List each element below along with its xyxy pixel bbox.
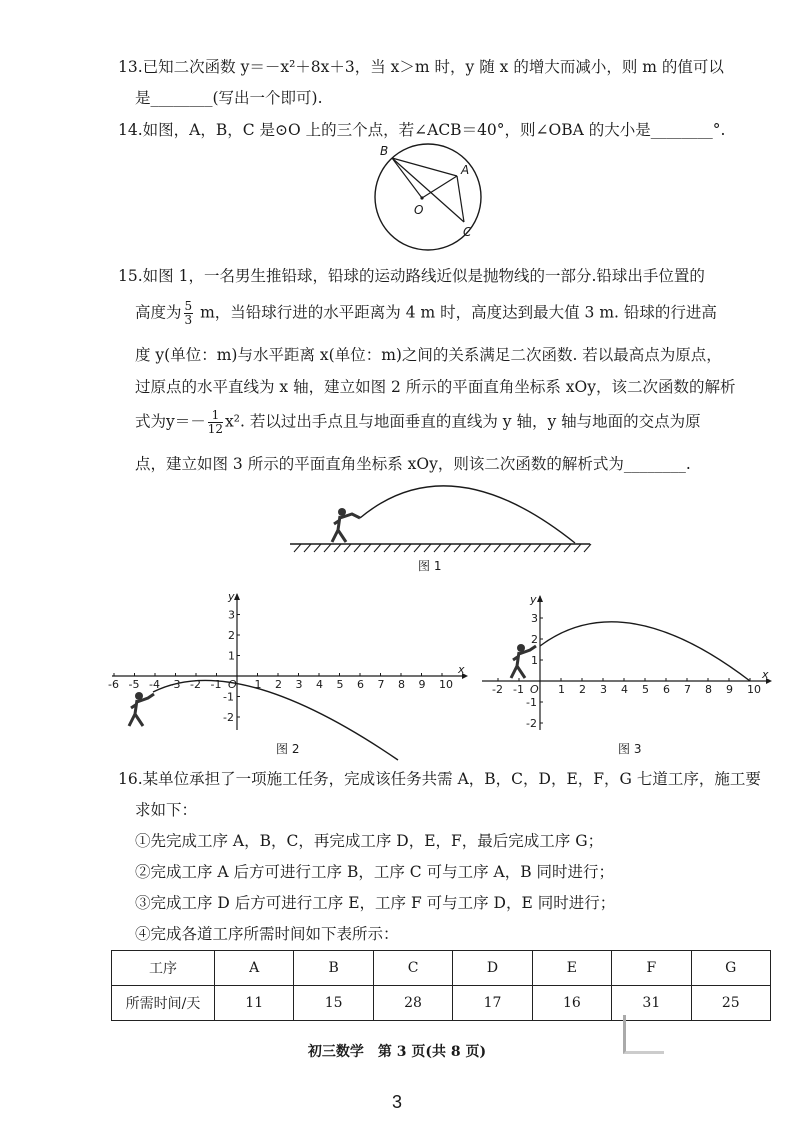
fig2-x-tick-label: -4 [149, 678, 160, 691]
athlete-icon [129, 692, 154, 726]
point-c-label: C [463, 225, 472, 239]
fig3-x-tick-label: 7 [684, 683, 691, 696]
fig3-x-tick-label: 3 [600, 683, 607, 696]
q16-item-2: ②完成工序 A 后方可进行工序 B，工序 C 可与工序 A，B 同时进行； [135, 863, 615, 881]
fig3-y-tick-label: -2 [526, 717, 537, 730]
table-cell: 17 [453, 986, 532, 1021]
fig2-y-tick-label: -1 [223, 690, 234, 704]
fig2-x-tick-label: -5 [128, 678, 140, 691]
table-row [112, 951, 771, 986]
page-footer: 初三数学 第 3 页(共 8 页) [307, 1044, 487, 1060]
figure-1-caption: 图 1 [418, 559, 442, 573]
q15-line-5: 式为y＝－ $\frac{1}{12}$ x². 若以过出手点且与地面垂直的直线为 y 轴，y 轴与地面的交点为原 [135, 408, 701, 436]
fig2-x-tick-label: 10 [439, 678, 453, 691]
athlete-icon [332, 508, 360, 542]
table-cell: E [532, 951, 611, 986]
fig3-y-tick-label: 3 [531, 612, 538, 625]
q15-line-1: 15.如图 1，一名男生推铅球，铅球的运动路线近似是抛物线的一部分.铅球出手位置的 [118, 267, 705, 285]
fig2-y-tick-label: 2 [228, 629, 235, 642]
point-b-label: B [380, 144, 389, 158]
fig2-x-tick-label: 1 [254, 678, 262, 691]
process-time-table [111, 950, 771, 1021]
fig2-x-tick-label: 5 [336, 678, 344, 691]
fig2-x-tick-label: 6 [357, 678, 364, 691]
q14-line-1: 14.如图，A，B，C 是⊙O 上的三个点，若∠ACB＝40°，则∠OBA 的大小是________°. [118, 121, 726, 139]
fig3-x-tick-label: -1 [513, 683, 524, 696]
q14-circle-figure [360, 143, 510, 255]
fig2-y-tick-label: -2 [223, 711, 234, 724]
q13-line-2: 是________(写出一个即可). [135, 89, 323, 107]
table-cell: G [691, 951, 770, 986]
fig2-x-tick-label: -3 [169, 678, 181, 691]
q16-item-1: ①先完成工序 A，B，C，再完成工序 D，E，F，最后完成工序 G； [135, 832, 604, 850]
q15-line-2: 高度为 $\frac{5}{3}$ m，当铅球行进的水平距离为 4 m 时，高度达到最大值 3 m. 铅球的行进高 [135, 299, 717, 327]
q16-item-3: ③完成工序 D 后方可进行工序 E，工序 F 可与工序 D，E 同时进行； [135, 894, 616, 912]
fig3-y-tick-label: 1 [531, 654, 538, 667]
table-cell: B [294, 951, 373, 986]
point-o-label: O [414, 203, 424, 217]
fig2-x-tick-label: 2 [275, 678, 282, 691]
table-cell: 25 [691, 986, 770, 1021]
fig3-x-tick-label: 2 [579, 683, 586, 696]
fig2-x-tick-label: 9 [418, 678, 426, 691]
table-cell: 11 [215, 986, 294, 1021]
q15-line-6: 点，建立如图 3 所示的平面直角坐标系 xOy，则该二次函数的解析式为________. [135, 455, 691, 473]
fig2-x-tick-label: 3 [295, 678, 303, 691]
fig2-x-tick-label: -2 [190, 678, 201, 691]
table-cell: C [373, 951, 452, 986]
fig3-x-tick-label: 10 [747, 683, 761, 696]
fig2-origin-label: O [228, 678, 237, 691]
table-cell: 28 [373, 986, 452, 1021]
fig3-x-tick-label: -2 [492, 683, 503, 696]
q16-item-4: ④完成各道工序所需时间如下表所示： [135, 925, 399, 943]
fig3-y-tick-label: 2 [531, 633, 538, 646]
figure-1-shot-put [290, 478, 600, 578]
fig3-x-tick-label: 8 [705, 683, 712, 696]
table-cell: 16 [532, 986, 611, 1021]
fraction-5-3: $\frac{5}{3}$ [184, 299, 193, 327]
table-cell: F [612, 951, 691, 986]
fig3-y-tick-label: -1 [526, 696, 537, 709]
table-cell: 31 [612, 986, 691, 1021]
table-cell: 所需时间/天 [112, 986, 215, 1021]
fig3-x-tick-label: 5 [642, 683, 649, 696]
figure-2-caption: 图 2 [276, 742, 300, 756]
figure-3-coordinate-plane [478, 590, 778, 765]
fig3-x-tick-label: 1 [558, 683, 565, 696]
fig3-origin-label: O [530, 683, 539, 696]
fig2-y-axis-label: y [228, 590, 235, 603]
fraction-1-12: $\frac{1}{12}$ [207, 408, 224, 436]
fig2-x-tick-label: 8 [398, 678, 405, 691]
q15-line-4: 过原点的水平直线为 x 轴，建立如图 2 所示的平面直角坐标系 xOy，该二次函数的解析 [135, 378, 736, 396]
fig3-y-axis-label: y [530, 593, 537, 606]
fig3-x-tick-label: 9 [726, 683, 733, 696]
q16-line-1: 16.某单位承担了一项施工任务，完成该任务共需 A，B，C，D，E，F，G 七道工序，施工要 [118, 770, 761, 788]
point-a-label: A [461, 163, 470, 177]
table-cell: 15 [294, 986, 373, 1021]
fig3-x-axis-label: x [762, 668, 769, 681]
figure-3-caption: 图 3 [618, 742, 642, 756]
fig2-x-tick-label: -1 [210, 678, 222, 691]
fig2-y-tick-label: 3 [228, 608, 235, 622]
q15-line-3: 度 y(单位：m)与水平距离 x(单位：m)之间的关系满足二次函数. 若以最高点为原点， [135, 346, 722, 364]
fig2-y-tick-label: 1 [228, 649, 235, 663]
fig3-x-tick-label: 4 [621, 683, 628, 696]
fig2-x-tick-label: 4 [316, 678, 323, 691]
fig2-x-tick-label: 7 [377, 678, 385, 691]
table-cell: A [215, 951, 294, 986]
fig2-x-axis-label: x [458, 663, 465, 676]
fig2-x-tick-label: -6 [108, 678, 119, 691]
table-row [112, 986, 771, 1021]
page-number: 3 [391, 1092, 402, 1112]
table-cell: 工序 [112, 951, 215, 986]
q13-line-1: 13.已知二次函数 y＝－x²＋8x＋3，当 x＞m 时，y 随 x 的增大而减小，则 m 的值可以 [118, 58, 724, 76]
q16-line-2: 求如下： [135, 801, 198, 819]
table-cell: D [453, 951, 532, 986]
figure-2-coordinate-plane [108, 590, 468, 765]
fig3-x-tick-label: 6 [663, 683, 670, 696]
